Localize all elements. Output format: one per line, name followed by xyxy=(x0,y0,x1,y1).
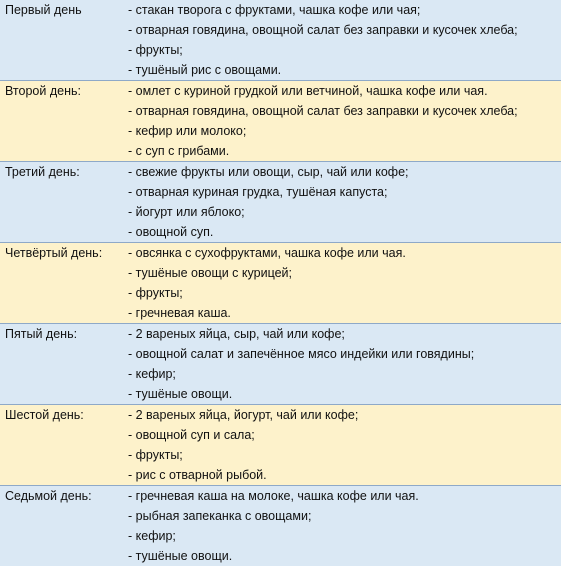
meal-item: - гречневая каша на молоке, чашка кофе или чая. xyxy=(123,486,561,507)
day-6-row-4 xyxy=(0,465,561,486)
day-4-row-4 xyxy=(0,303,561,324)
day-label: Четвёртый день: xyxy=(0,243,123,264)
day-label-empty xyxy=(0,60,123,81)
day-label-empty xyxy=(0,425,123,445)
day-3-row-3 xyxy=(0,202,561,222)
meal-item: - кефир; xyxy=(123,364,561,384)
meal-item: - фрукты; xyxy=(123,445,561,465)
day-label-empty xyxy=(0,101,123,121)
meal-item: - стакан творога с фруктами, чашка кофе или чая; xyxy=(123,0,561,20)
meal-item: - овощной суп. xyxy=(123,222,561,243)
day-label-empty xyxy=(0,40,123,60)
meal-item: - гречневая каша. xyxy=(123,303,561,324)
meal-item: - овощной суп и сала; xyxy=(123,425,561,445)
day-label-empty xyxy=(0,344,123,364)
day-4-row-3 xyxy=(0,283,561,303)
day-label-empty xyxy=(0,546,123,566)
day-1-row-3 xyxy=(0,40,561,60)
day-label: Шестой день: xyxy=(0,405,123,426)
day-7-row-4 xyxy=(0,546,561,566)
day-label-empty xyxy=(0,283,123,303)
day-1-row-4 xyxy=(0,60,561,81)
meal-item: - отварная говядина, овощной салат без заправки и кусочек хлеба; xyxy=(123,101,561,121)
day-2-row-1 xyxy=(0,81,561,102)
day-6-row-2 xyxy=(0,425,561,445)
meal-item: - рыбная запеканка с овощами; xyxy=(123,506,561,526)
day-label-empty xyxy=(0,141,123,162)
day-5-row-2 xyxy=(0,344,561,364)
day-1-row-1 xyxy=(0,0,561,20)
day-label-empty xyxy=(0,445,123,465)
day-4-row-2 xyxy=(0,263,561,283)
day-label-empty xyxy=(0,202,123,222)
day-6-row-3 xyxy=(0,445,561,465)
day-label-empty xyxy=(0,465,123,486)
meal-item: - омлет с куриной грудкой или ветчиной, чашка кофе или чая. xyxy=(123,81,561,102)
meal-item: - 2 вареных яйца, йогурт, чай или кофе; xyxy=(123,405,561,426)
day-5-row-1 xyxy=(0,324,561,345)
day-7-row-3 xyxy=(0,526,561,546)
day-label-empty xyxy=(0,121,123,141)
meal-item: - тушёные овощи. xyxy=(123,546,561,566)
meal-item: - фрукты; xyxy=(123,40,561,60)
meal-item: - с суп с грибами. xyxy=(123,141,561,162)
meal-item: - йогурт или яблоко; xyxy=(123,202,561,222)
day-5-row-4 xyxy=(0,384,561,405)
meal-item: - кефир; xyxy=(123,526,561,546)
day-label-empty xyxy=(0,182,123,202)
day-7-row-1 xyxy=(0,486,561,507)
day-2-row-3 xyxy=(0,121,561,141)
day-1-row-2 xyxy=(0,20,561,40)
meal-item: - рис с отварной рыбой. xyxy=(123,465,561,486)
day-label: Пятый день: xyxy=(0,324,123,345)
day-label-empty xyxy=(0,506,123,526)
meal-item: - отварная говядина, овощной салат без заправки и кусочек хлеба; xyxy=(123,20,561,40)
day-3-row-2 xyxy=(0,182,561,202)
day-5-row-3 xyxy=(0,364,561,384)
day-label-empty xyxy=(0,303,123,324)
day-3-row-1 xyxy=(0,162,561,183)
day-label-empty xyxy=(0,384,123,405)
day-label-empty xyxy=(0,526,123,546)
day-6-row-1 xyxy=(0,405,561,426)
meal-item: - фрукты; xyxy=(123,283,561,303)
day-2-row-2 xyxy=(0,101,561,121)
day-label-empty xyxy=(0,263,123,283)
meal-item: - овощной салат и запечённое мясо индейки или говядины; xyxy=(123,344,561,364)
meal-item: - овсянка с сухофруктами, чашка кофе или чая. xyxy=(123,243,561,264)
meal-item: - тушёные овощи с курицей; xyxy=(123,263,561,283)
day-label: Второй день: xyxy=(0,81,123,102)
day-label-empty xyxy=(0,222,123,243)
meal-item: - кефир или молоко; xyxy=(123,121,561,141)
day-label: Седьмой день: xyxy=(0,486,123,507)
day-3-row-4 xyxy=(0,222,561,243)
day-label: Первый день xyxy=(0,0,123,20)
day-2-row-4 xyxy=(0,141,561,162)
meal-item: - тушёный рис с овощами. xyxy=(123,60,561,81)
day-label: Третий день: xyxy=(0,162,123,183)
meal-item: - тушёные овощи. xyxy=(123,384,561,405)
meal-item: - отварная куриная грудка, тушёная капуста; xyxy=(123,182,561,202)
day-4-row-1 xyxy=(0,243,561,264)
day-label-empty xyxy=(0,364,123,384)
meal-item: - свежие фрукты или овощи, сыр, чай или кофе; xyxy=(123,162,561,183)
meal-item: - 2 вареных яйца, сыр, чай или кофе; xyxy=(123,324,561,345)
day-7-row-2 xyxy=(0,506,561,526)
day-label-empty xyxy=(0,20,123,40)
